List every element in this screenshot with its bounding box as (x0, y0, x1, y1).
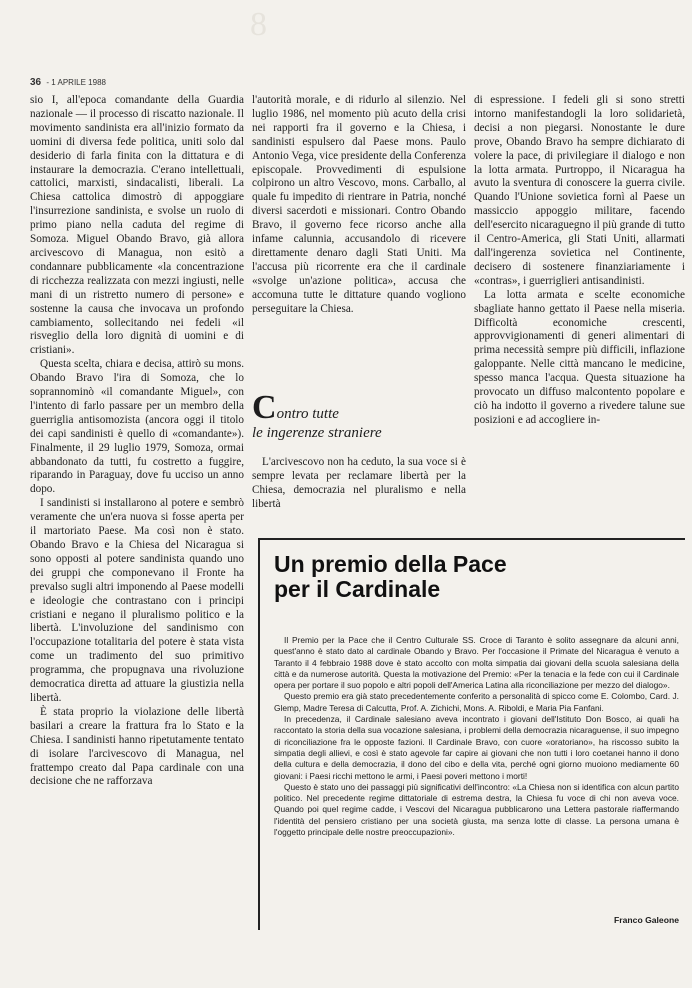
sidebar-paragraph: In precedenza, il Cardinale salesiano aveva incontrato i giovani dell'Istituto Don Bosco, ai quali ha raccontato la storia della sua vocazione salesiana, i problemi della democrazia nicaraguense, il suo impegno di riconciliazione fra le opposte fazioni. Il Cardinale Bravo, con cuore «oratoriano», ha riscosso subito la simpatia degli allievi, e così è stato agevole far capire ai giovani che non tutti i loro coetanei hanno il dono della cultura e della democrazia, il dono del cibo e della vita, perché ogni giorno muoiono mediamente 60 giovani: i Paesi ricchi mettono le armi, i Paesi poveri mettono i morti! (274, 714, 679, 781)
article-column-3 (474, 94, 685, 530)
page-header (30, 77, 106, 88)
sidebar-paragraph: Il Premio per la Pace che il Centro Culturale SS. Croce di Taranto è solito assegnare da alcuni anni, quest'anno è stato dato al cardinale Obando y Bravo. Per l'occasione il Primate del Nicaragua è venuto a Taranto il 4 febbraio 1988 dove è stato accolto con molta simpatia dai giovani della scuola salesiana della città e da numerose autorità. Questa la motivazione del Premio: «Per la tenacia e la fede con cui il Cardinale opera per portare il suo popolo e altri popoli dell'America Latina alla riconciliazione per mezzo del dialogo». (274, 635, 679, 691)
bleed-through-mark: 8 (250, 6, 277, 43)
sidebar-title (274, 552, 674, 602)
author-signature: Franco Galeone (614, 915, 679, 925)
article-paragraph: di espressione. I fedeli gli si sono stretti intorno manifestandogli la loro solidarietà, decisi a non piegarsi. Nonostante le dure prove, Obando Bravo ha sempre dichiarato di volere la pace, di privilegiare il dialogo e non la lotta armata. Purtroppo, il Nicaragua ha avuto la sventura di conoscere la guerra civile. Quando l'Unione sovietica fornì al Paese un massiccio appoggio militare, facendo dell'esercito nicaraguegno il più grande di tutto il Centro-America, gli Stati Uniti, allarmati dall'ingerenza sovietica nel Continente, decisero di sostenere finanziariamente i «contras», i guerriglieri antisandinisti. (474, 94, 685, 287)
page-separator: - (46, 78, 50, 87)
subheading-line-2: le ingerenze straniere (252, 425, 382, 441)
sidebar-paragraph: Questo premio era già stato precedentemente conferito a personalità di spicco come E. Colombo, Card. J. Glemp, Madre Teresa di Calcutta, Prof. A. Zichichi, Mons. A. Riboldi, e Maria Pia Fanfani. (274, 691, 679, 713)
section-subheading (252, 389, 466, 443)
sidebar-title-line-1: Un premio della Pace (274, 551, 507, 577)
article-paragraph: I sandinisti si installarono al potere e sembrò veramente che un'era nuova si fosse aperta per il martoriato Paese. Ma così non è stato. Obando Bravo e la Chiesa del Nicaragua si sono opposti al potere sandinista quando uno dei gruppi che componevano il Fronte ha prevalso sugli altri imponendo al Paese modelli e ideologie che contrastano con i principi cristiani e negano il pluralismo politico e la libertà. L'involuzione del sandinismo con l'occupazione totalitaria del potere è stata vista come un tradimento del suo primitivo programma, che propugnava una rivoluzione democratica diretta ad attuare la giustizia nella libertà. (30, 497, 244, 704)
article-column-1 (30, 94, 244, 952)
article-paragraph: È stata proprio la violazione delle libertà basilari a creare la frattura fra lo Stato e la Chiesa. I sandinisti hanno ripetutamente tentato di isolare l'arcivescovo di Managua, nel frattempo creato dal Papa cardinale con una decisione che ne rafforzava (30, 705, 244, 788)
sidebar-body (274, 635, 679, 838)
article-column-2 (252, 94, 466, 402)
subheading-line-1: ontro tutte (276, 406, 339, 422)
issue-date: 1 APRILE 1988 (51, 78, 106, 87)
article-paragraph: sio I, all'epoca comandante della Guardia nazionale — il processo di riscatto nazionale. Il movimento sandinista era all'inizio formato da uomini di diversa fede politica, uniti solo dal desiderio di farla finita con la dittatura e di instaurare la democrazia. C'erano intellettuali, cattolici, marxisti, sindacalisti, liberali. La Chiesa cattolica dimostrò di appoggiare l'insurrezione sandinista, e svolse un ruolo di primo piano nella caduta del regime di Somoza. Miguel Obando Bravo, già allora arcivescovo di Managua, non esitò a condannare pubblicamente «la concentrazione di ricchezza realizzata con mezzi ingiusti, nelle mani di un ristretto numero di persone» e sostenne la causa che invocava un profondo cambiamento, sollecitando nei fedeli «il risveglio della loro dignità di uomini e di cristiani». (30, 94, 244, 357)
subheading-initial: C (252, 389, 277, 426)
article-paragraph: Questa scelta, chiara e decisa, attirò su mons. Obando Bravo l'ira di Somoza, che lo soprannominò «il comandante Miguel», con l'intento di farlo passare per un membro della guerriglia antisomozista (ancora oggi il titolo dei capi sandinisti è quello di «comandante»). Finalmente, il 29 luglio 1979, Somoza, ormai abbandonato da tutti, fu costretto a fuggire, riparando in Paraguay, dove fu ucciso un anno dopo. (30, 358, 244, 496)
article-paragraph: La lotta armata e scelte economiche sbagliate hanno gettato il Paese nella miseria. Difficoltà economiche crescenti, approvvigionamenti di generi alimentari di prima necessità sempre più difficili, inflazione galoppante. Nelle città mancano le medicine, spesso manca l'acqua. Questa situazione ha provocato un diffuso malcontento popolare e ciò ha indotto il governo a rivedere talune sue posizioni e ad accogliere in- (474, 288, 685, 426)
sidebar-paragraph: Questo è stato uno dei passaggi più significativi dell'incontro: «La Chiesa non si identifica con alcun partito politico. Nel precedente regime dittatoriale di estrema destra, la Chiesa fu voce di chi non aveva voce. Quando poi quel regime cadde, i Vescovi del Nicaragua pubblicarono una Lettera pastorale riaffermando l'identità del pensiero cristiano per una società giusta, ma senza lotte di classe. La persona umana è l'oggetto principale delle nostre preoccupazioni». (274, 781, 679, 838)
page-number: 36 (30, 77, 42, 88)
article-paragraph: L'arcivescovo non ha ceduto, la sua voce si è sempre levata per reclamare libertà per la Chiesa, democrazia nel pluralismo e nella libertà (252, 456, 466, 510)
article-column-2-continued (252, 456, 466, 540)
article-paragraph: l'autorità morale, e di ridurlo al silenzio. Nel luglio 1986, nel momento più acuto della crisi nei rapporti fra il governo e la Chiesa, i sandinisti espulsero dal Paese mons. Paulo Antonio Vega, vice presidente della Conferenza episcopale. Provvedimenti di espulsione colpirono un altro Vescovo, mons. Carballo, al quale fu impedito di rientrare in Patria, nonché diversi sacerdoti e missionari. Contro Obando Bravo, il governo fece ricorso anche alla infame calunnia, accusandolo di ricevere direttamente denaro dagli Stati Uniti. Ma l'accusa più ricorrente era che il cardinale «svolge un'azione politica», accusa che accomuna tutte le dittature quando vogliono perseguitare la Chiesa. (252, 94, 466, 315)
sidebar-box (258, 538, 685, 930)
sidebar-title-line-2: per il Cardinale (274, 576, 441, 602)
